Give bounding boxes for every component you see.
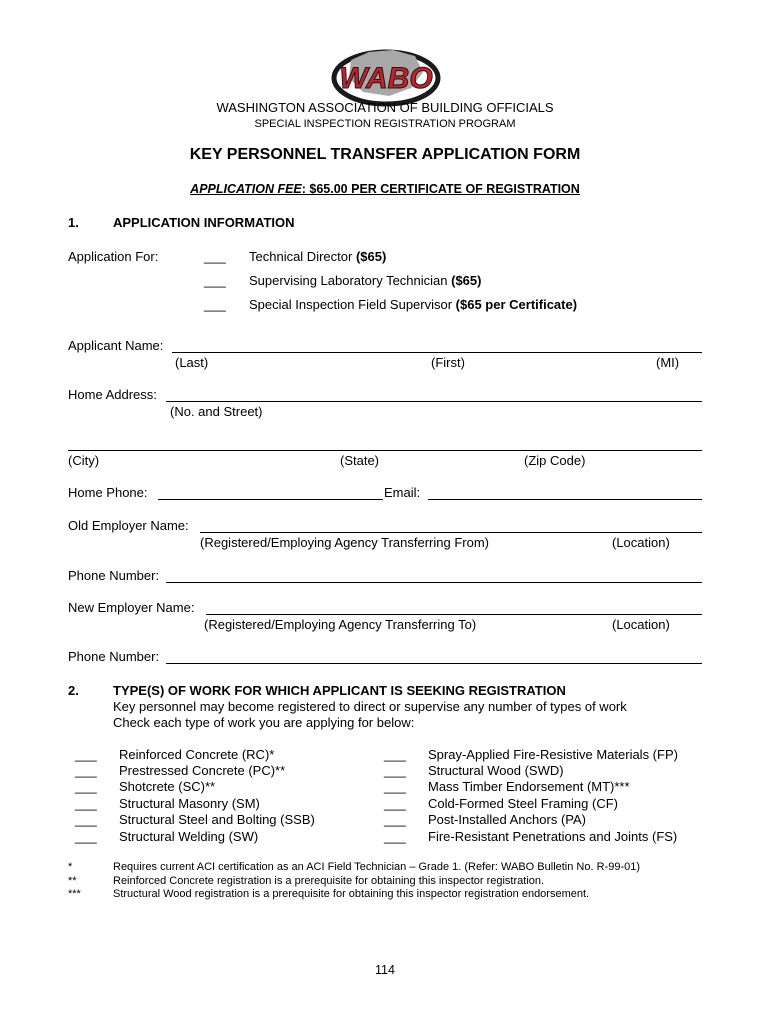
work-type-fs: Fire-Resistant Penetrations and Joints (FS) (428, 829, 678, 844)
checkbox-pc[interactable]: ___ (75, 763, 97, 778)
page-number: 114 (375, 963, 395, 977)
option-technical-director: Technical Director ($65) (249, 249, 387, 264)
work-type-sc: Shotcrete (SC)** (119, 779, 216, 794)
checkbox-technical-director[interactable]: ___ (204, 249, 226, 264)
section-2-instruction: Check each type of work you are applying for below: (113, 715, 415, 730)
home-phone-label: Home Phone: (68, 485, 148, 500)
application-for-label: Application For: (68, 249, 159, 264)
old-employer-field[interactable] (200, 532, 702, 533)
old-agency-caption: (Registered/Employing Agency Transferring From) (200, 535, 490, 550)
home-phone-field[interactable] (158, 499, 383, 500)
email-label: Email: (384, 485, 421, 500)
page-title: KEY PERSONNEL TRANSFER APPLICATION FORM (189, 146, 581, 163)
new-phone-number-field[interactable] (166, 663, 702, 664)
footnote-mark-1: * (68, 861, 73, 873)
old-employer-label: Old Employer Name: (68, 518, 189, 533)
old-phone-number-label: Phone Number: (68, 568, 160, 583)
section-2-heading: TYPE(S) OF WORK FOR WHICH APPLICANT IS SEEKING REGISTRATION (113, 683, 566, 698)
fee-label: APPLICATION FEE (190, 182, 302, 196)
city-caption: (City) (68, 453, 100, 468)
work-type-sw: Structural Welding (SW) (119, 829, 259, 844)
old-phone-number-field[interactable] (166, 582, 702, 583)
street-caption: (No. and Street) (170, 404, 263, 419)
street-address-field[interactable] (166, 401, 702, 402)
new-location-caption: (Location) (612, 617, 670, 632)
option-field-supervisor: Special Inspection Field Supervisor ($65 per Certificate) (249, 297, 578, 312)
footnote-mark-2: ** (68, 875, 77, 887)
checkbox-sm[interactable]: ___ (75, 796, 97, 811)
checkbox-mt[interactable]: ___ (384, 779, 406, 794)
work-type-pc: Prestressed Concrete (PC)** (119, 763, 286, 778)
section-2-description: Key personnel may become registered to direct or supervise any number of types of work (113, 699, 627, 714)
footnote-text-1: Requires current ACI certification as an ACI Field Technician – Grade 1. (Refer: WABO Bulletin No. R-99-01) (113, 861, 641, 873)
city-state-zip-field[interactable] (68, 450, 702, 451)
home-address-label: Home Address: (68, 387, 157, 402)
footnote-text-2: Reinforced Concrete registration is a prerequisite for obtaining this inspector registration. (113, 875, 545, 887)
email-field[interactable] (428, 499, 702, 500)
checkbox-cf[interactable]: ___ (384, 796, 406, 811)
work-type-rc: Reinforced Concrete (RC)* (119, 747, 275, 762)
work-type-sm: Structural Masonry (SM) (119, 796, 260, 811)
work-type-cf: Cold-Formed Steel Framing (CF) (428, 796, 618, 811)
program-name: SPECIAL INSPECTION REGISTRATION PROGRAM (254, 118, 516, 130)
section-1-number: 1. (68, 215, 79, 230)
mi-caption: (MI) (656, 355, 680, 370)
checkbox-sc[interactable]: ___ (75, 779, 97, 794)
checkbox-pa[interactable]: ___ (384, 812, 406, 827)
checkbox-supervising-lab-technician[interactable]: ___ (204, 273, 226, 288)
work-type-fp: Spray-Applied Fire-Resistive Materials (FP) (428, 747, 678, 762)
new-phone-number-label: Phone Number: (68, 649, 160, 664)
work-type-swd: Structural Wood (SWD) (428, 763, 564, 778)
checkbox-fp[interactable]: ___ (384, 747, 406, 762)
footnote-mark-3: *** (68, 888, 81, 900)
new-employer-label: New Employer Name: (68, 600, 195, 615)
zip-caption: (Zip Code) (524, 453, 586, 468)
checkbox-swd[interactable]: ___ (384, 763, 406, 778)
first-name-caption: (First) (431, 355, 465, 370)
section-1-heading: APPLICATION INFORMATION (113, 215, 295, 230)
checkbox-sw[interactable]: ___ (75, 829, 97, 844)
section-2-number: 2. (68, 683, 79, 698)
work-type-ssb: Structural Steel and Bolting (SSB) (119, 812, 315, 827)
old-location-caption: (Location) (612, 535, 670, 550)
checkbox-fs[interactable]: ___ (384, 829, 406, 844)
org-name: WASHINGTON ASSOCIATION OF BUILDING OFFICIALS (216, 100, 554, 115)
checkbox-rc[interactable]: ___ (75, 747, 97, 762)
applicant-name-field[interactable] (172, 352, 702, 353)
work-type-mt: Mass Timber Endorsement (MT)*** (428, 779, 630, 794)
new-employer-field[interactable] (206, 614, 702, 615)
applicant-name-label: Applicant Name: (68, 338, 164, 353)
last-name-caption: (Last) (175, 355, 209, 370)
checkbox-ssb[interactable]: ___ (75, 812, 97, 827)
logo-text: WABO (339, 62, 433, 95)
footnote-text-3: Structural Wood registration is a prerequisite for obtaining this inspector registration endorsement. (113, 888, 590, 900)
checkbox-field-supervisor[interactable]: ___ (204, 297, 226, 312)
state-caption: (State) (340, 453, 380, 468)
fee-value: : $65.00 PER CERTIFICATE OF REGISTRATION (301, 182, 580, 196)
new-agency-caption: (Registered/Employing Agency Transferring To) (204, 617, 477, 632)
application-fee (0, 182, 770, 196)
option-supervising-lab-technician: Supervising Laboratory Technician ($65) (249, 273, 482, 288)
work-type-pa: Post-Installed Anchors (PA) (428, 812, 586, 827)
